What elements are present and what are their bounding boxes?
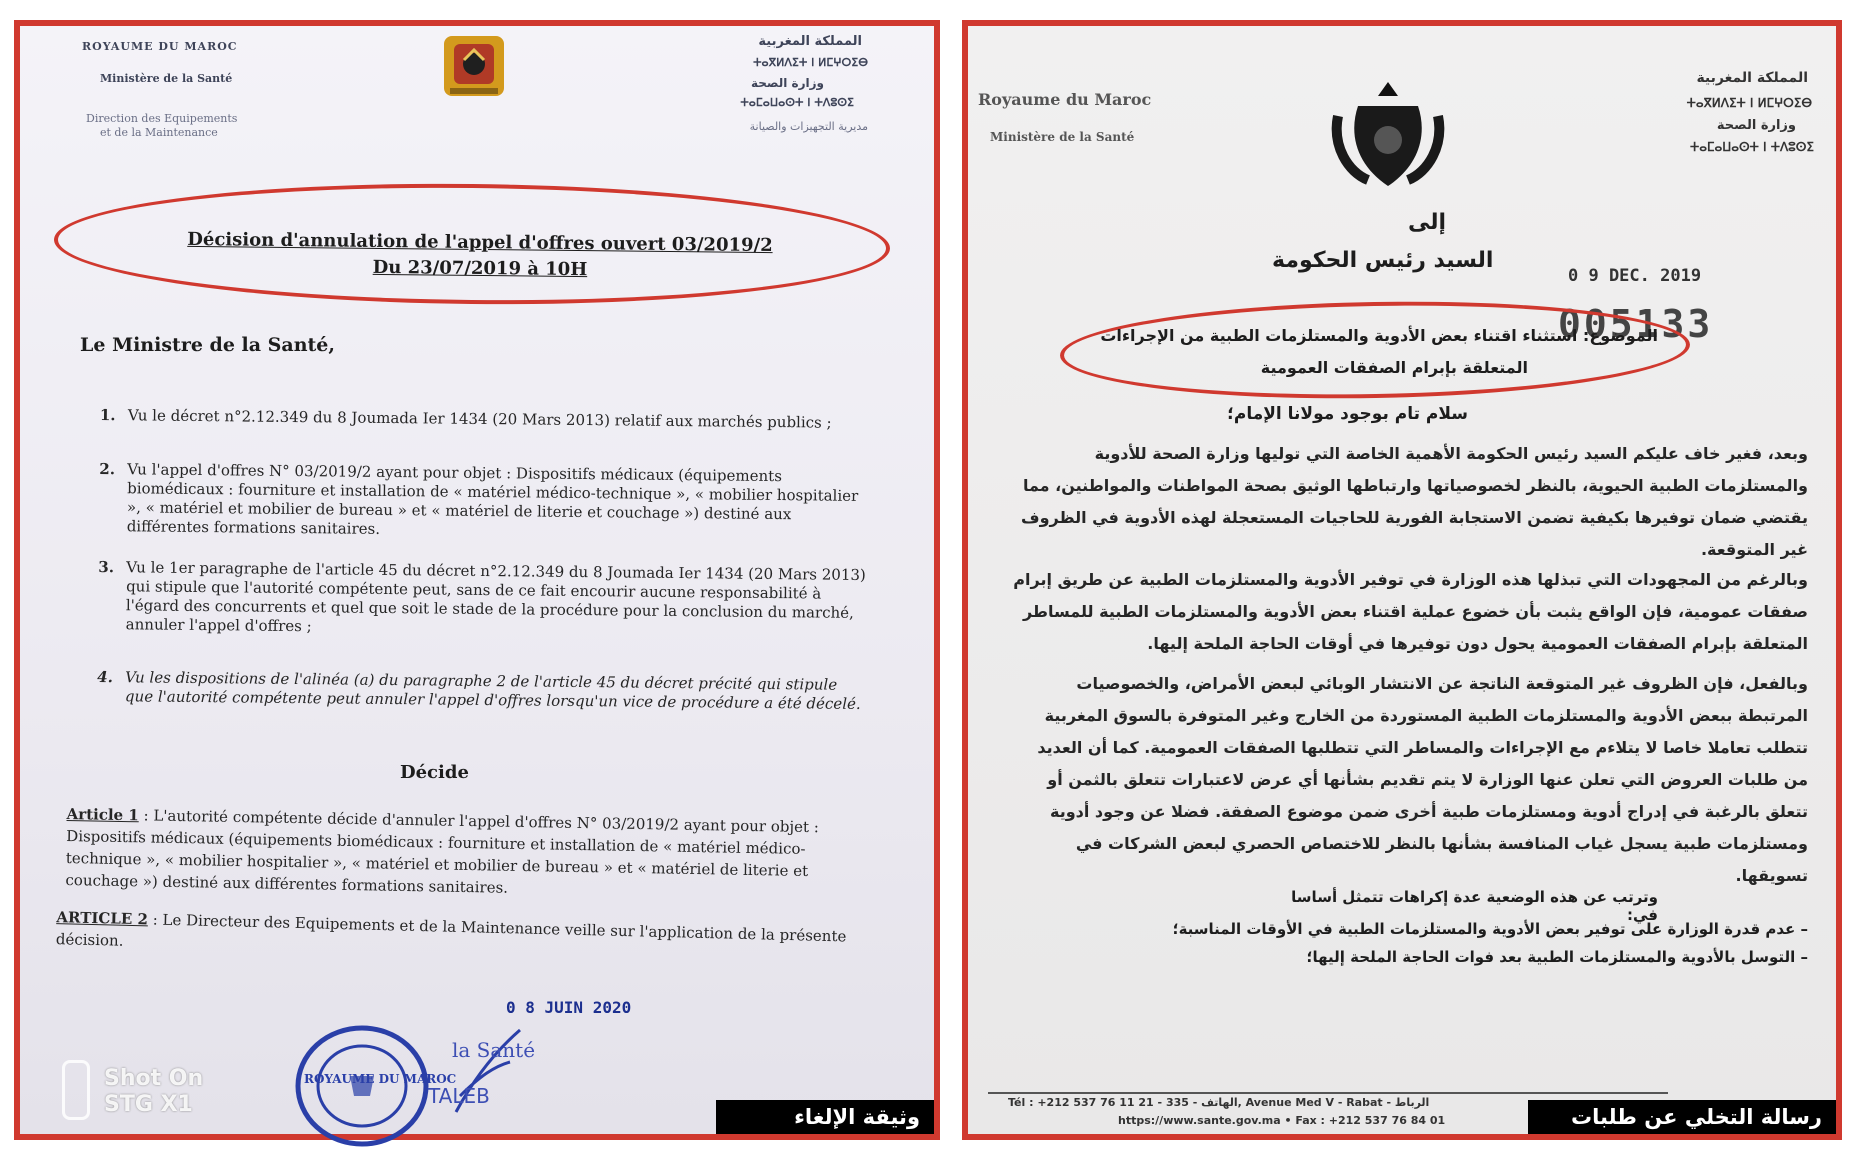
header-ar-kingdom: المملكة المغربية — [1696, 70, 1808, 86]
list-number: 3. — [98, 557, 115, 577]
header-tifinagh-kingdom: ⵜⴰⴳⵍⴷⵉⵜ ⵏ ⵍⵎⵖⵔⵉⴱ — [1686, 96, 1812, 110]
subject-line-1: الموضوع: استثناء اقتناء بعض الأدوية والمستلزمات الطبية من الإجراءات — [1100, 326, 1658, 345]
decide-heading: Décide — [400, 762, 469, 783]
bullet-item: – التوسل بالأدوية والمستلزمات الطبية بعد فوات الحاجة الملحة إليها؛ — [1306, 948, 1808, 966]
consequences-intro: وترتب عن هذه الوضعية عدة إكراهات تتمثل أساسا في: — [1291, 888, 1658, 924]
header-fr-kingdom: ROYAUME DU MAROC — [82, 40, 238, 53]
addressee-prefix: إلى — [1408, 210, 1447, 235]
header-ar-ministry: وزارة الصحة — [750, 76, 824, 90]
article-2-text: : Le Directeur des Equipements et de la Maintenance veille sur l'application de la présente décision. — [55, 910, 847, 950]
footer-website: https://www.sante.gov.ma • Fax : +212 537 76 84 01 — [1118, 1114, 1446, 1127]
minister-heading: Le Ministre de la Santé, — [80, 334, 335, 356]
paragraph-2: وبالرغم من المجهودات التي تبذلها هذه الوزارة في توفير الأدوية والمستلزمات الطبية عن طريق إبرام صفقات عمومية، فإن الواقع يثبت بأن خضوع عملية اقتناء بعض الأدوية والمستلزمات الطبية للمساطر المتعلقة بإبرام الصفقات العمومية يحول دون توفيرها في أوقات الحاجة الملحة إليها. — [1013, 570, 1808, 653]
article-1 — [65, 803, 866, 905]
greeting: سلام تام بوجود مولانا الإمام؛ — [1227, 404, 1468, 424]
footer-divider — [988, 1092, 1668, 1094]
list-text: Vu le décret n°2.12.349 du 8 Joumada Ier 1434 (20 Mars 2013) relatif aux marchés publics ; — [127, 406, 832, 432]
signature-name: TALEB — [428, 1084, 490, 1108]
list-item — [98, 558, 869, 642]
subject-highlight-oval — [1059, 297, 1691, 404]
list-text: Vu l'appel d'offres N° 03/2019/2 ayant pour objet : Dispositifs médicaux (équipements biomédicaux : fourniture et installation de « matériel médico-technique », « mobilier hospitalier », « matériel et mobilier de bureau » et « matériel de literie et couchage ») destiné aux différentes formations sanitaires. — [126, 460, 859, 538]
header-fr-direction: Direction des Equipements — [86, 112, 238, 125]
article-1-label: Article 1 — [66, 805, 139, 825]
header-fr-ministry: Ministère de la Santé — [990, 130, 1135, 144]
reference-number: 005133 — [1558, 302, 1714, 346]
bullet-text: عدم قدرة الوزارة على توفير بعض الأدوية والمستلزمات الطبية في الأوقات المناسبة؛ — [1172, 920, 1796, 938]
decision-title: Décision d'annulation de l'appel d'offres ouvert 03/2019/2 — [187, 228, 773, 257]
article-1-text: : L'autorité compétente décide d'annuler l'appel d'offres N° 03/2019/2 ayant pour objet : Dispositifs médicaux (équipements biomédicaux : fourniture et installation de « matériel médico-technique », « mobilier hospitalier », « matériel et mobilier de bureau » et « matériel de literie et couchage ») destiné aux différentes formations sanitaires. — [65, 806, 819, 897]
header-tifinagh-kingdom: ⵜⴰⴳⵍⴷⵉⵜ ⵏ ⵍⵎⵖⵔⵉⴱ — [753, 56, 868, 69]
paragraph-3: وبالفعل، فإن الظروف غير المتوقعة الناتجة عن الانتشار الوبائي لبعض الأمراض، والخصوصيات المرتبطة ببعض الأدوية والمستلزمات الطبية المستوردة من الخارج وغير المتوفرة بالسوق المغربية تتطلب تعاملا خاصا لا يتلاءم مع الإجراءات والمساطر التي تتطلبها الصفقات العمومية. كما أن العديد من طلبات العروض التي تعلن عنها الوزارة لا يتم تقديم بشأنها أي عرض لاعتبارات تتعلق بالثمن أو تتعلق بالرغبة في إدراج أدوية ومستلزمات طبية أخرى ضمن موضوع الصفقة. فضلا عن وجود أدوية ومستلزمات طبية يسجل غياب المنافسة بشأنها بالنظر للاختصاص الحصري لبعض الشركات في تسويقها. — [1037, 674, 1808, 885]
decision-date: Du 23/07/2019 à 10H — [372, 256, 588, 281]
date-stamp: 0 8 JUIN 2020 — [506, 998, 632, 1017]
bullet-item: – عدم قدرة الوزارة على توفير بعض الأدوية والمستلزمات الطبية في الأوقات المناسبة؛ — [1172, 920, 1808, 938]
header-tifinagh-ministry: ⵜⴰⵎⴰⵡⴰⵙⵜ ⵏ ⵜⴷⵓⵙⵉ — [740, 96, 854, 109]
paragraph-1: وبعد، فغير خاف عليكم السيد رئيس الحكومة الأهمية الخاصة التي توليها وزارة الصحة للأدوية والمستلزمات الطبية الحيوية، بالنظر لخصوصياتها وارتباطها الوثيق بصحة المواطنات والمواطنين، مما يقتضي ضمان توفيرها بكيفية تضمن الاستجابة الفورية للحاجيات المستعجلة لهذه الأدوية في الظروف غير المتوقعة. — [1021, 444, 1808, 559]
list-number: 4. — [97, 667, 113, 687]
list-item — [100, 406, 870, 433]
list-item — [97, 668, 867, 714]
header-fr-direction-2: et de la Maintenance — [100, 126, 218, 139]
camera-watermark-line2: STG X1 — [104, 1092, 193, 1117]
header-ar-ministry: وزارة الصحة — [1716, 118, 1796, 133]
signature-ministry: la Santé — [452, 1038, 536, 1062]
header-tifinagh-ministry: ⵜⴰⵎⴰⵡⴰⵙⵜ ⵏ ⵜⴷⵓⵙⵉ — [1690, 140, 1814, 154]
footer-contact: Tél : +212 537 76 11 21 - الهاتف - 335, Avenue Med V - Rabat - الرباط — [1008, 1096, 1430, 1109]
article-2 — [56, 906, 867, 970]
caption-cancellation-document: وثيقة الإلغاء — [716, 1100, 934, 1134]
header-fr-kingdom: Royaume du Maroc — [978, 90, 1152, 109]
date-stamp: 0 9 DEC. 2019 — [1568, 266, 1702, 286]
camera-icon — [62, 1060, 90, 1120]
list-text: Vu les dispositions de l'alinéa (a) du paragraphe 2 de l'article 45 du décret précité qui stipule que l'autorité compétente peut annuler l'appel d'offres lorsqu'un vice de procédure a été décelé. — [124, 668, 861, 713]
header-ar-direction: مديرية التجهيزات والصيانة — [749, 120, 868, 133]
list-number: 2. — [99, 459, 116, 479]
caption-withdrawal-letter: رسالة التخلي عن طلبات العروض — [1528, 1100, 1836, 1134]
subject-line-2: المتعلقة بإبرام الصفقات العمومية — [1260, 358, 1528, 377]
bullet-text: التوسل بالأدوية والمستلزمات الطبية بعد فوات الحاجة الملحة إليها؛ — [1306, 948, 1796, 966]
cancellation-document-panel — [14, 20, 940, 1140]
royal-emblem-icon — [426, 32, 522, 102]
addressee: السيد رئيس الحكومة — [1272, 248, 1494, 273]
seal-text: ROYAUME DU MAROC — [304, 1072, 457, 1086]
considerations-list — [97, 405, 870, 713]
header-ar-kingdom: المملكة المغربية — [758, 34, 862, 49]
camera-watermark-line1: Shot On — [104, 1066, 204, 1091]
letter-document-panel — [962, 20, 1842, 1163]
list-item — [99, 460, 870, 544]
header-fr-ministry: Ministère de la Santé — [100, 72, 233, 85]
list-number: 1. — [99, 405, 116, 425]
royal-emblem-icon — [1328, 76, 1448, 192]
article-2-label: ARTICLE 2 — [56, 908, 149, 929]
list-text: Vu le 1er paragraphe de l'article 45 du décret n°2.12.349 du 8 Joumada Ier 1434 (20 Mars 2013) qui stipule que l'autorité compétente peut, sans de ce fait encourir aucune responsabilité à l'égard des concurrents et quel que soit le stade de la procédure pour la conclusion du marché, annuler l'appel d'offres ; — [125, 558, 866, 636]
